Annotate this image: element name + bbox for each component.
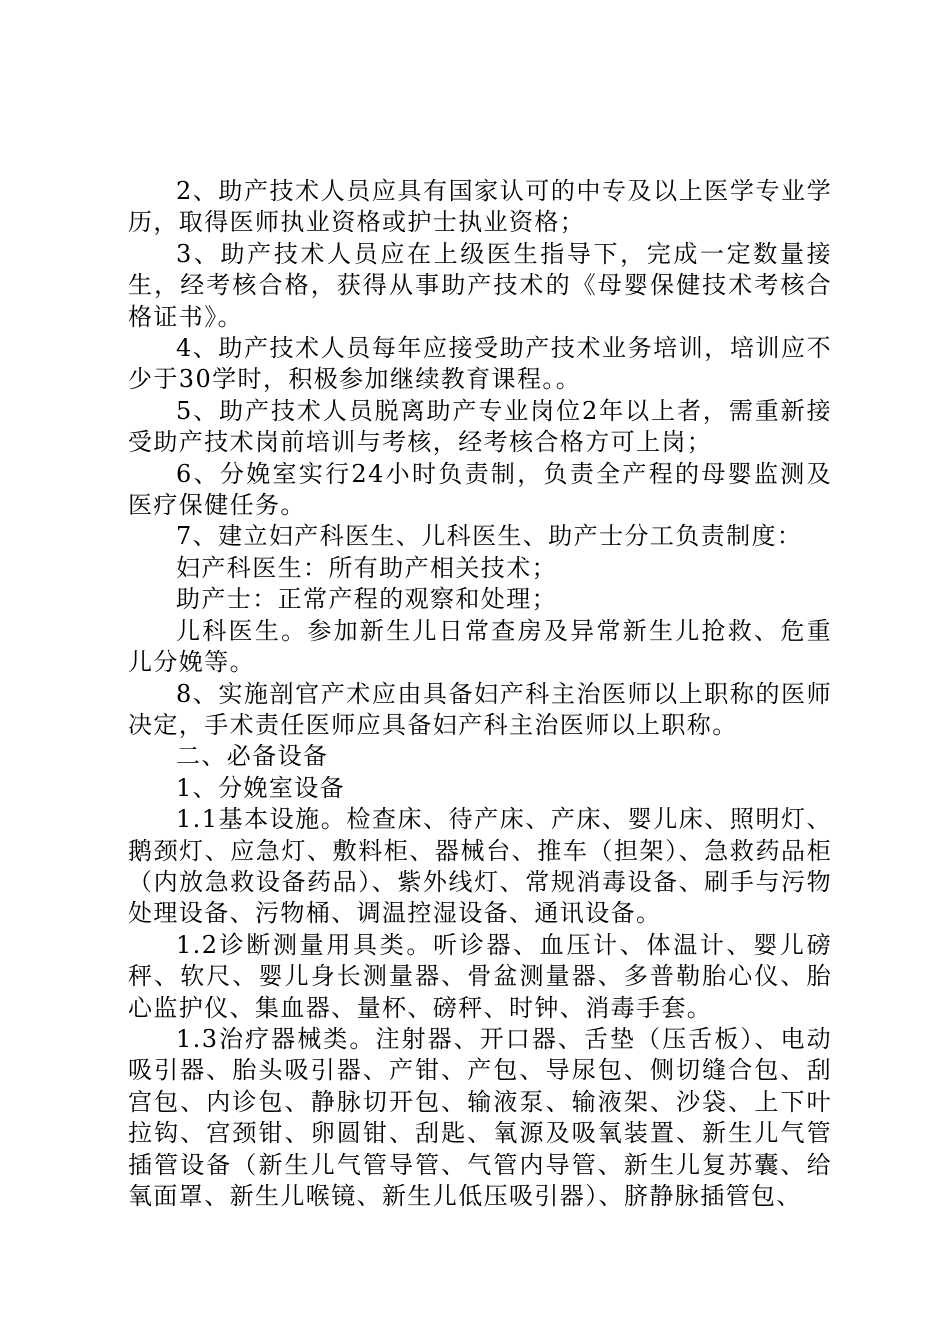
paragraph-pediatrician: 儿科医生。参加新生儿日常查房及异常新生儿抢救、危重儿分娩等。 [128, 616, 832, 677]
subsection-heading-delivery-room: 1、分娩室设备 [176, 773, 346, 802]
section-heading-equipment: 二、必备设备 [176, 742, 329, 771]
paragraph-midwife: 助产士：正常产程的观察和处理； [176, 585, 557, 614]
paragraph-item-6: 6、分娩室实行24小时负责制，负责全产程的母婴监测及医疗保健任务。 [128, 459, 832, 520]
paragraph-item-3: 3、助产技术人员应在上级医生指导下，完成一定数量接生，经考核合格，获得从事助产技术的《母婴保健技术考核合格证书》。 [128, 239, 832, 331]
paragraph-item-8: 8、实施剖官产术应由具备妇产科主治医师以上职称的医师决定，手术责任医师应具备妇产科主治医师以上职称。 [128, 679, 832, 739]
paragraph-item-5: 5、助产技术人员脱离助产专业岗位2年以上者，需重新接受助产技术岗前培训与考核，经考核合格方可上岗； [128, 396, 832, 457]
document-body [128, 176, 832, 1212]
paragraph-item-1-3: 1.3治疗器械类。注射器、开口器、舌垫（压舌板）、电动吸引器、胎头吸引器、产钳、产包、导尿包、侧切缝合包、刮宫包、内诊包、静脉切开包、输液泵、输液架、沙袋、上下叶拉钩、宫颈钳、卵圆钳、刮匙、氧源及吸氧装置、新生儿气管插管设备（新生儿气管导管、气管内导管、新生儿复苏囊、给氧面罩、新生儿喉镜、新生儿低压吸引器）、脐静脉插管包、 [128, 1024, 832, 1210]
paragraph-obstetrician: 妇产科医生：所有助产相关技术； [176, 553, 557, 582]
paragraph-item-2: 2、助产技术人员应具有国家认可的中专及以上医学专业学历，取得医师执业资格或护士执业资格； [128, 177, 832, 237]
paragraph-item-1-1: 1.1基本设施。检查床、待产床、产床、婴儿床、照明灯、鹅颈灯、应急灯、敷料柜、器械台、推车（担架）、急救药品柜（内放急救设备药品）、紫外线灯、常规消毒设备、刷手与污物处理设备、污物桶、调温控湿设备、通讯设备。 [128, 805, 832, 928]
paragraph-item-7: 7、建立妇产科医生、儿科医生、助产士分工负责制度： [176, 522, 803, 551]
paragraph-item-4: 4、助产技术人员每年应接受助产技术业务培训，培训应不少于30学时，积极参加继续教育课程。。 [128, 334, 832, 394]
paragraph-item-1-2: 1.2诊断测量用具类。听诊器、血压计、体温计、婴儿磅秤、软尺、婴儿身长测量器、骨盆测量器、多普勒胎心仪、胎心监护仪、集血器、量杯、磅秤、时钟、消毒手套。 [128, 930, 832, 1022]
